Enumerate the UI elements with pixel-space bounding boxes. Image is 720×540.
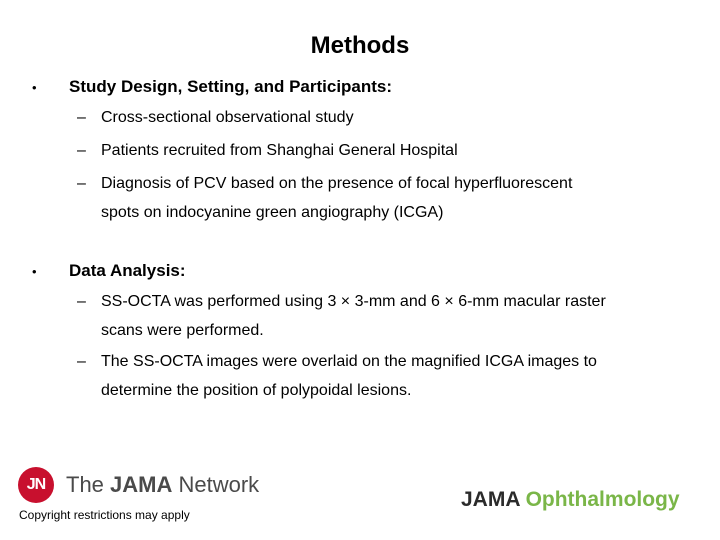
network-name-prefix: The xyxy=(66,472,111,497)
list-item-continuation: spots on indocyanine green angiography (ICGA) xyxy=(101,204,444,221)
network-name-suffix: Network xyxy=(172,472,260,497)
dash-marker: – xyxy=(77,109,86,126)
dash-marker: – xyxy=(77,175,86,192)
bullet-marker: • xyxy=(32,80,37,95)
list-item xyxy=(77,347,677,405)
dash-marker: – xyxy=(77,293,86,310)
list-item-text: SS-OCTA was performed using 3 × 3-mm and 6 × 6-mm macular raster xyxy=(101,293,606,310)
journal-name-part2: Ophthalmology xyxy=(519,488,680,511)
list-item-continuation: determine the position of polypoidal lesions. xyxy=(101,382,412,399)
list-item-text: Patients recruited from Shanghai General Hospital xyxy=(101,142,458,159)
journal-name-part1: JAMA xyxy=(461,488,520,511)
jama-ophthalmology-logo xyxy=(461,488,680,512)
list-item-continuation: scans were performed. xyxy=(101,322,264,339)
list-item-text: The SS-OCTA images were overlaid on the magnified ICGA images to xyxy=(101,353,597,370)
list-item xyxy=(77,136,677,165)
jama-network-logo-icon: JN xyxy=(18,467,54,503)
network-name-bold: JAMA xyxy=(110,472,173,497)
list-item xyxy=(77,287,677,345)
section-heading-study-design: Study Design, Setting, and Participants: xyxy=(69,77,393,96)
jama-network-name xyxy=(66,472,259,498)
dash-marker: – xyxy=(77,353,86,370)
section-heading-data-analysis: Data Analysis: xyxy=(69,261,186,280)
list-item-text: Cross-sectional observational study xyxy=(101,109,354,126)
list-item xyxy=(77,169,677,227)
dash-marker: – xyxy=(77,142,86,159)
list-item xyxy=(77,103,677,132)
slide-title: Methods xyxy=(310,32,410,59)
copyright-notice: Copyright restrictions may apply xyxy=(19,508,190,522)
list-item-text: Diagnosis of PCV based on the presence of focal hyperfluorescent xyxy=(101,175,573,192)
bullet-marker: • xyxy=(32,264,37,279)
